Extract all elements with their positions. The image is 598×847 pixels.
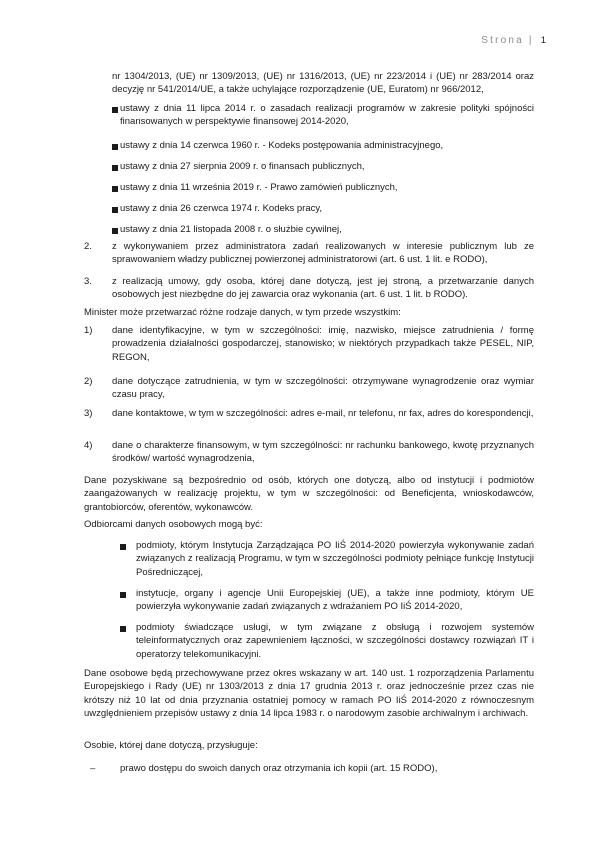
- act-item: ustawy z dnia 11 września 2019 r. - Prawo zamówień publicznych,: [120, 182, 398, 193]
- sources-paragraph: Dane pozyskiwane są bezpośrednio od osób, których one dotyczą, albo od instytucji i podmiotów zaangażowanych w realizację projektu, w tym w szczególności: od Beneficjenta, wnioskodawców, grantobiorców, oferentów, wykonawców.: [84, 475, 534, 513]
- square-bullet-icon: [112, 186, 118, 192]
- basis-item: z wykonywaniem przez administratora zadań realizowanych w interesie publicznym lub ze sprawowaniem władzy publicznej powierzonej administratorowi (art. 6 ust. 1 lit. e RODO),: [112, 241, 534, 266]
- square-bullet-icon: [120, 592, 126, 598]
- act-item: ustawy z dnia 26 czerwca 1974 r. Kodeks pracy,: [120, 203, 323, 214]
- recipient-item: podmioty, którym Instytucja Zarządzająca PO IiŚ 2014-2020 powierzyła wykonywanie zadań związanych z realizacją Programu, w tym w szczególności podmioty pełniące funkcję Instytucji Pośredniczącej,: [136, 540, 534, 578]
- act-item: ustawy z dnia 27 sierpnia 2009 r. o finansach publicznych,: [120, 161, 365, 172]
- square-bullet-icon: [112, 165, 118, 171]
- recipient-item: instytucje, organy i agencje Unii Europejskiej (UE), a także inne podmioty, którym UE powierzyła wykonywanie zadań związanych z wdrażaniem PO IiŚ 2014-2020,: [136, 588, 534, 613]
- intro-continuation: nr 1304/2013, (UE) nr 1309/2013, (UE) nr 1316/2013, (UE) nr 223/2014 i (UE) nr 283/2014 oraz decyzję nr 541/2014/UE, a także uchylające rozporządzenie (UE, Euratom) nr 966/2012,: [112, 71, 534, 96]
- basis-item: z realizacją umowy, gdy osoba, której dane dotyczą, jest jej stroną, a przetwarzanie danych osobowych jest niezbędne do jej zawarcia oraz wykonania (art. 6 ust. 1 lit. b RODO).: [112, 276, 534, 301]
- data-type-item: dane kontaktowe, w tym w szczególności: adres e-mail, nr telefonu, nr fax, adres do korespondencji,: [112, 408, 534, 419]
- rights-intro: Osobie, której dane dotyczą, przysługuje:: [84, 740, 258, 751]
- dash-bullet: –: [90, 763, 96, 774]
- square-bullet-icon: [120, 626, 126, 632]
- header-label: Strona: [481, 35, 524, 46]
- square-bullet-icon: [112, 228, 118, 234]
- minister-intro: Minister może przetwarzać różne rodzaje danych, w tym przede wszystkim:: [84, 307, 401, 318]
- square-bullet-icon: [112, 144, 118, 150]
- square-bullet-icon: [112, 207, 118, 213]
- act-item: ustawy z dnia 11 lipca 2014 r. o zasadach realizacji programów w zakresie polityki spójności finansowanych w perspektywie finansowej 2014-2020,: [120, 103, 534, 128]
- square-bullet-icon: [120, 544, 126, 550]
- page-number: 1: [540, 35, 546, 46]
- act-item: ustawy z dnia 21 listopada 2008 r. o służbie cywilnej,: [120, 224, 342, 235]
- data-type-number: 3): [84, 408, 93, 419]
- square-bullet-icon: [112, 107, 118, 113]
- data-type-number: 1): [84, 325, 93, 336]
- basis-number: 2.: [84, 241, 92, 252]
- data-type-item: dane identyfikacyjne, w tym w szczególności: imię, nazwisko, miejsce zatrudnienia / formę prowadzenia działalności gospodarczej, stanowisko; w niektórych przypadkach także PESEL, NIP, REGON,: [112, 325, 534, 363]
- page-header: [481, 34, 546, 47]
- recipient-item: podmioty świadczące usługi, w tym związane z obsługą i rozwojem systemów teleinformatycznych oraz zapewnieniem łączności, w szczególności dostawcy rozwiązań IT i operatorzy telekomunikacyjni.: [136, 622, 534, 660]
- rights-item: prawo dostępu do swoich danych oraz otrzymania ich kopii (art. 15 RODO),: [120, 763, 438, 774]
- data-type-item: dane dotyczące zatrudnienia, w tym w szczególności: otrzymywane wynagrodzenie oraz wymiar czasu pracy,: [112, 376, 534, 401]
- data-type-number: 4): [84, 440, 93, 451]
- data-type-number: 2): [84, 376, 93, 387]
- basis-number: 3.: [84, 276, 92, 287]
- header-separator: |: [528, 35, 534, 46]
- data-type-item: dane o charakterze finansowym, w tym szczególności: nr rachunku bankowego, kwotę przyznanych środków/ wartość wynagrodzenia,: [112, 440, 534, 465]
- act-item: ustawy z dnia 14 czerwca 1960 r. - Kodeks postępowania administracyjnego,: [120, 140, 444, 151]
- retention-paragraph: Dane osobowe będą przechowywane przez okres wskazany w art. 140 ust. 1 rozporządzenia Parlamentu Europejskiego i Rady (UE) nr 1303/2013 z dnia 17 grudnia 2013 r. oraz jednocześnie przez czas nie krótszy niż 10 lat od dnia przyznania ostatniej pomocy w ramach PO IiŚ 2014-2020 z równoczesnym uwzględnieniem przepisów ustawy z dnia 14 lipca 1983 r. o narodowym zasobie archiwalnym i archiwach.: [84, 668, 534, 720]
- recipients-intro: Odbiorcami danych osobowych mogą być:: [84, 519, 263, 530]
